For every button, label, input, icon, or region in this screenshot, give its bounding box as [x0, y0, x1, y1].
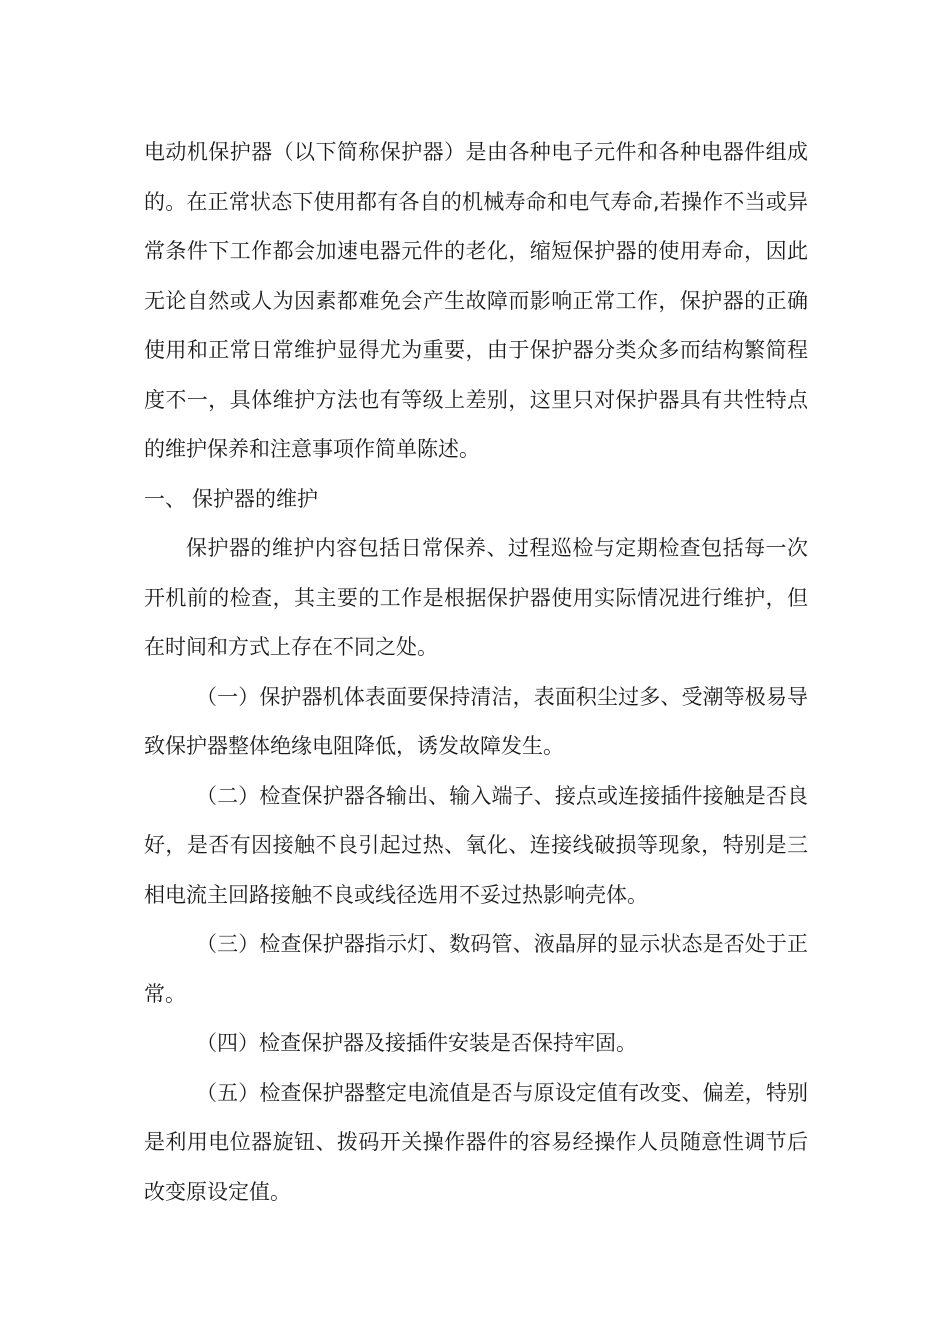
section-number: 一、: [144, 486, 186, 511]
section-title: 保护器的维护: [192, 486, 318, 511]
section-intro-paragraph: 保护器的维护内容包括日常保养、过程巡检与定期检查包括每一次开机前的检查，其主要的工作是根据保护器使用实际情况进行维护，但在时间和方式上存在不同之处。: [144, 536, 808, 659]
intro-paragraph: 电动机保护器（以下简称保护器）是由各种电子元件和各种电器件组成的。在正常状态下使用都有各自的机械寿命和电气寿命,若操作不当或异常条件下工作都会加速电器元件的老化，缩短保护器的使用寿命，因此无论自然或人为因素都难免会产生故障而影响正常工作，保护器的正确使用和正常日常维护显得尤为重要，由于保护器分类众多而结构繁简程度不一，具体维护方法也有等级上差别，这里只对保护器具有共性特点的维护保养和注意事项作简单陈述。: [144, 140, 808, 461]
list-item: （二）检查保护器各输出、输入端子、接点或连接插件接触是否良好，是否有因接触不良引起过热、氧化、连接线破损等现象，特别是三相电流主回路接触不良或线径选用不妥过热影响壳体。: [144, 783, 808, 907]
document-body: [144, 128, 808, 1217]
section-heading: [144, 475, 808, 525]
list-item: （一）保护器机体表面要保持清洁，表面积尘过多、受潮等极易导致保护器整体绝缘电阻降低，诱发故障发生。: [144, 684, 808, 758]
list-item: （五）检查保护器整定电流值是否与原设定值有改变、偏差，特别是利用电位器旋钮、拨码开关操作器件的容易经操作人员随意性调节后改变原设定值。: [144, 1080, 808, 1204]
list-item: （三）检查保护器指示灯、数码管、液晶屏的显示状态是否处于正常。: [144, 932, 808, 1006]
list-item: （四）检查保护器及接插件安装是否保持牢固。: [196, 1031, 637, 1055]
